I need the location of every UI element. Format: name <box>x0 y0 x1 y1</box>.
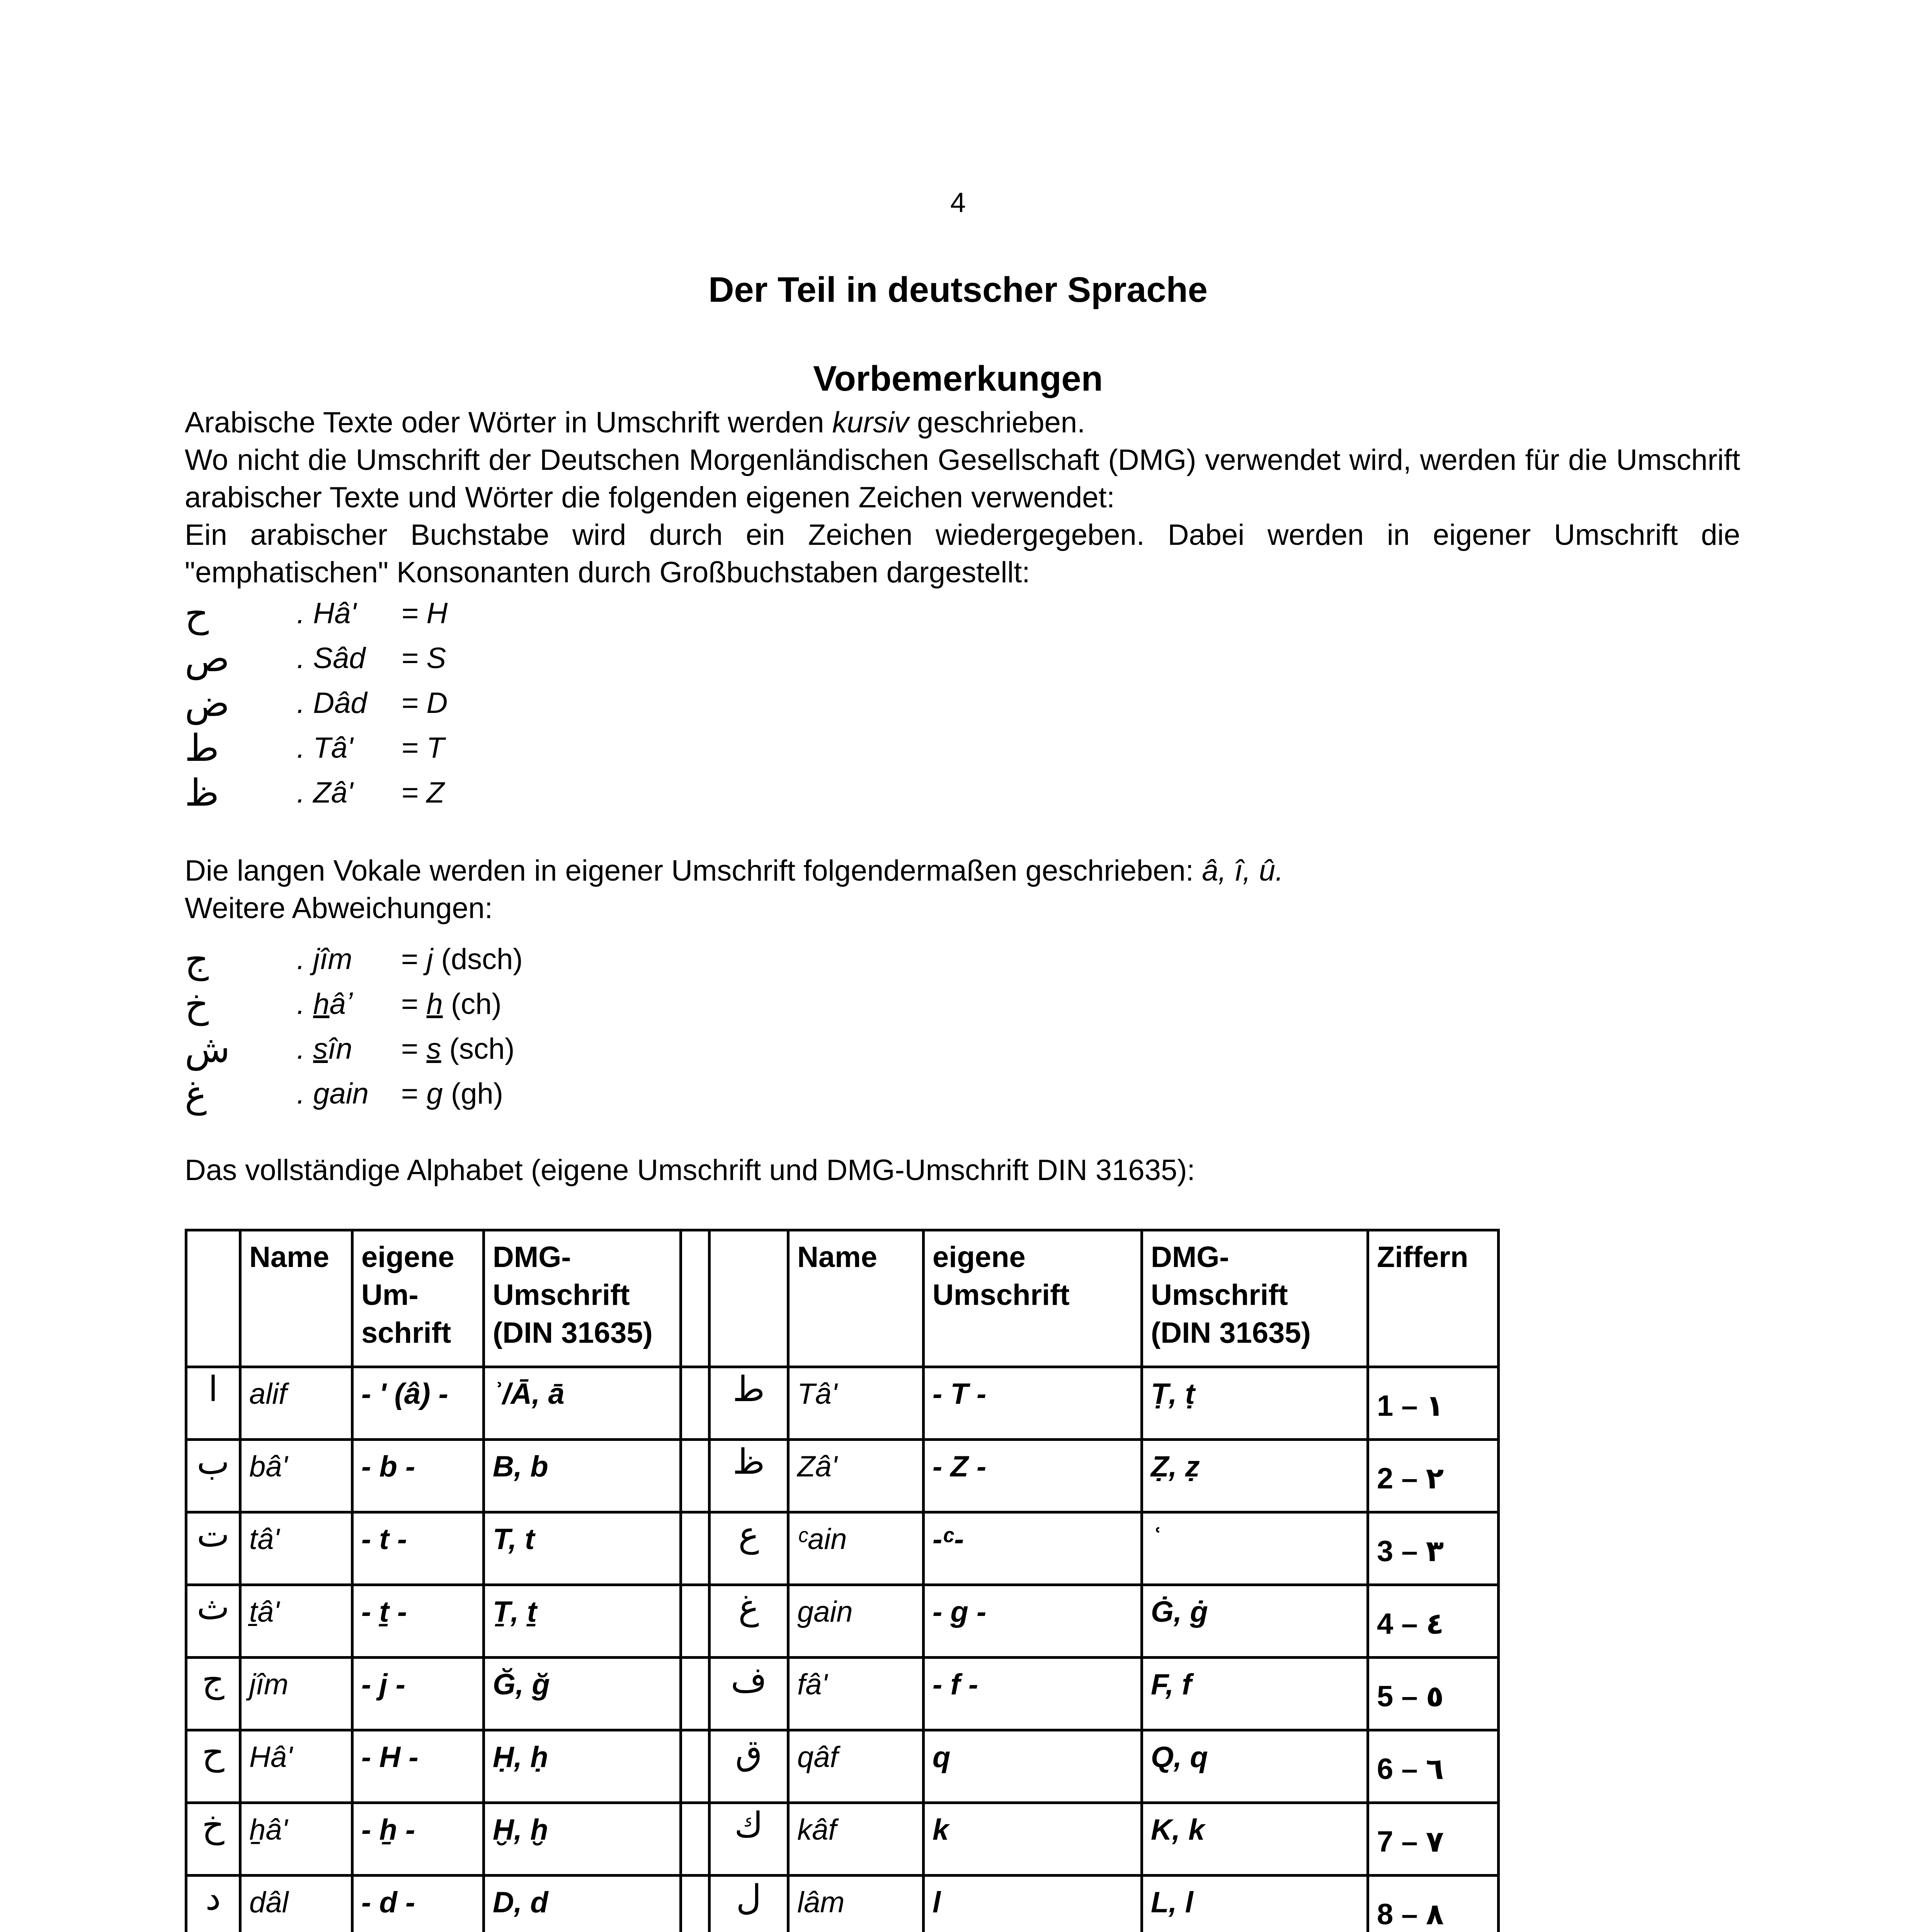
arabic-letter: ض <box>185 682 230 725</box>
digit-arabic: ٤ <box>1426 1606 1444 1641</box>
letter-name-2: Tâ' <box>788 1367 924 1440</box>
dmg-umschrift-2: Q, q <box>1142 1730 1368 1803</box>
eigene-umschrift: - ' (â) - <box>352 1367 484 1440</box>
digit-latin: 8 – <box>1377 1898 1418 1931</box>
eigene-umschrift-2: - f - <box>924 1658 1142 1730</box>
digit-latin: 4 – <box>1377 1607 1418 1640</box>
table-row <box>186 1585 1499 1658</box>
eigene-umschrift-2: - g - <box>924 1585 1142 1658</box>
page-number: 4 <box>950 187 966 218</box>
letter-equivalent: = S <box>401 642 446 675</box>
name-dot: . <box>297 1077 313 1110</box>
intro-line-3: Ein arabischer Buchstabe wird durch ein Zeichen wiedergegeben. Dabei werden in eigener Umschrift die "emphatischen" Konsonanten durch Großbuchstaben dargestellt: <box>185 519 1740 589</box>
digit-latin: 6 – <box>1377 1753 1418 1786</box>
separator-cell <box>681 1730 710 1803</box>
eq-letter: s <box>426 1032 441 1065</box>
eq-note: (ch) <box>442 988 502 1020</box>
digit-arabic: ٥ <box>1426 1679 1444 1713</box>
table-row <box>186 1803 1499 1876</box>
table-row <box>186 1730 1499 1803</box>
arabic-letter-2: غ <box>710 1585 788 1658</box>
digit-cell <box>1368 1367 1499 1440</box>
intro-line-1-b: geschrieben. <box>909 406 1086 439</box>
eigene-umschrift: - H - <box>352 1730 484 1803</box>
eq-prefix: = <box>401 1032 427 1065</box>
header-dmg: DMG- Umschrift (DIN 31635) <box>484 1230 681 1367</box>
arabic-letter: ج <box>186 1658 240 1730</box>
header-arabic-2 <box>710 1230 788 1367</box>
separator-cell <box>681 1585 710 1658</box>
letter-name: dâl <box>240 1876 352 1932</box>
letter-name: alif <box>240 1367 352 1440</box>
letter-name: ẖâ' <box>240 1803 352 1876</box>
arabic-letter-2: ط <box>710 1367 788 1440</box>
table-row <box>186 1440 1499 1512</box>
digit-arabic: ٧ <box>1426 1824 1444 1859</box>
digit-cell <box>1368 1440 1499 1512</box>
arabic-letter: ا <box>186 1367 240 1440</box>
header-digits: Ziffern <box>1368 1230 1499 1367</box>
letter-equivalent <box>401 937 523 982</box>
letter-name: ṯâ' <box>240 1585 352 1658</box>
name-rest: jîm <box>313 943 352 976</box>
letter-name-2: qâf <box>788 1730 924 1803</box>
dmg-umschrift-2: F, f <box>1142 1658 1368 1730</box>
separator-cell <box>681 1512 710 1585</box>
vowels-italic: â, î, û. <box>1201 854 1284 887</box>
separator-cell <box>681 1440 710 1512</box>
eq-note: (sch) <box>441 1032 515 1065</box>
dmg-umschrift-2: Ġ, ġ <box>1142 1585 1368 1658</box>
dmg-umschrift: Ḫ, ḫ <box>484 1803 681 1876</box>
header-name-2: Name <box>788 1230 924 1367</box>
letter-name <box>297 1071 369 1116</box>
letter-name: . Tâ' <box>297 731 353 764</box>
header-arabic-1 <box>186 1230 240 1367</box>
letter-name: . Dâd <box>297 687 367 719</box>
arabic-letter-2: ع <box>710 1512 788 1585</box>
letter-name: . Sâd <box>297 642 366 675</box>
name-dot: . <box>297 1032 313 1065</box>
arabic-letter-2: ل <box>710 1876 788 1932</box>
vowels-text-plain: Die langen Vokale werden in eigener Umschrift folgendermaßen geschrieben: <box>185 854 1202 887</box>
eigene-umschrift-2: - T - <box>924 1367 1142 1440</box>
arabic-letter: خ <box>186 1803 240 1876</box>
letter-name-2: fâ' <box>788 1658 924 1730</box>
letter-equivalent <box>401 1071 503 1116</box>
name-dot: . <box>297 943 313 976</box>
eq-prefix: = <box>401 1077 427 1110</box>
name-rest: în <box>328 1032 352 1065</box>
subtitle: Vorbemerkungen <box>813 359 1103 398</box>
header-separator <box>681 1230 710 1367</box>
header-eigene: eigene Um- schrift <box>352 1230 484 1367</box>
letter-name-2: gain <box>788 1585 924 1658</box>
table-row <box>186 1367 1499 1440</box>
table-header-row <box>186 1230 1499 1367</box>
eq-letter: h <box>426 988 443 1020</box>
letter-name-2: lâm <box>788 1876 924 1932</box>
arabic-letter: ح <box>186 1730 240 1803</box>
eigene-umschrift: - t - <box>352 1512 484 1585</box>
arabic-letter: د <box>186 1876 240 1932</box>
eq-note: (gh) <box>442 1077 504 1110</box>
arabic-letter-2: ك <box>710 1803 788 1876</box>
letter-equivalent <box>401 1027 515 1071</box>
letter-name-2: Zâ' <box>788 1440 924 1512</box>
table-row <box>186 1876 1499 1932</box>
arabic-letter-2: ظ <box>710 1440 788 1512</box>
digit-cell <box>1368 1585 1499 1658</box>
arabic-letter: ح <box>185 592 209 635</box>
arabic-letter: ث <box>186 1585 240 1658</box>
dmg-umschrift: ʾ/Ā, ā <box>484 1367 681 1440</box>
deviations-heading: Weitere Abweichungen: <box>185 892 493 925</box>
digit-arabic: ١ <box>1426 1388 1444 1423</box>
arabic-letter: غ <box>185 1072 207 1116</box>
digit-arabic: ٨ <box>1426 1897 1444 1931</box>
separator-cell <box>681 1876 710 1932</box>
digit-cell <box>1368 1876 1499 1932</box>
arabic-letter: ت <box>186 1512 240 1585</box>
dmg-umschrift-2: K, k <box>1142 1803 1368 1876</box>
letter-name: jîm <box>240 1658 352 1730</box>
eigene-umschrift: - b - <box>352 1440 484 1512</box>
digit-arabic: ٣ <box>1426 1534 1444 1568</box>
letter-name <box>297 937 352 982</box>
alphabet-caption: Das vollständige Alphabet (eigene Umschrift und DMG-Umschrift DIN 31635): <box>185 1154 1195 1187</box>
name-rest: gain <box>313 1077 369 1110</box>
letter-name-2: kâf <box>788 1803 924 1876</box>
arabic-letter-2: ف <box>710 1658 788 1730</box>
eigene-umschrift: - j - <box>352 1658 484 1730</box>
arabic-letter: ط <box>185 726 219 770</box>
vowels-line <box>185 852 1740 889</box>
header-dmg-2: DMG- Umschrift (DIN 31635) <box>1142 1230 1368 1367</box>
letter-name: tâ' <box>240 1512 352 1585</box>
intro-line-2: Wo nicht die Umschrift der Deutschen Morgenländischen Gesellschaft (DMG) verwendet wird, werden für die Umschrift arabischer Texte und Wörter die folgenden eigenen Zeichen verwendet: <box>185 444 1740 514</box>
table-row <box>186 1658 1499 1730</box>
letter-name: Hâ' <box>240 1730 352 1803</box>
arabic-letter: خ <box>185 983 209 1026</box>
eq-prefix: = <box>401 943 427 976</box>
digit-cell <box>1368 1512 1499 1585</box>
dmg-umschrift-2: ʿ <box>1142 1512 1368 1585</box>
digit-latin: 7 – <box>1377 1825 1418 1858</box>
intro-line-1-a: Arabische Texte oder Wörter in Umschrift werden <box>185 406 832 439</box>
eigene-umschrift-2: -ᶜ- <box>924 1512 1142 1585</box>
eigene-umschrift-2: l <box>924 1876 1142 1932</box>
section-title: Der Teil in deutscher Sprache <box>708 270 1208 310</box>
digit-latin: 3 – <box>1377 1535 1418 1568</box>
arabic-letter: ب <box>186 1440 240 1512</box>
name-underlined: s <box>313 1032 328 1065</box>
intro-line-1-italic: kursiv <box>832 406 909 439</box>
letter-equivalent: = Z <box>401 776 444 809</box>
dmg-umschrift: Ḥ, ḥ <box>484 1730 681 1803</box>
dmg-umschrift: B, b <box>484 1440 681 1512</box>
digit-latin: 2 – <box>1377 1462 1418 1495</box>
name-rest: âʼ <box>329 988 352 1020</box>
eigene-umschrift-2: k <box>924 1803 1142 1876</box>
name-dot: . <box>297 988 313 1020</box>
intro-text <box>185 404 1740 591</box>
letter-name: bâ' <box>240 1440 352 1512</box>
dmg-umschrift: D, d <box>484 1876 681 1932</box>
digit-latin: 5 – <box>1377 1680 1418 1713</box>
table-body <box>186 1367 1499 1932</box>
letter-equivalent: = D <box>401 687 448 719</box>
separator-cell <box>681 1367 710 1440</box>
eigene-umschrift-2: - Z - <box>924 1440 1142 1512</box>
letter-name-2: ᶜain <box>788 1512 924 1585</box>
vowels-text <box>185 852 1740 927</box>
intro-line-1 <box>185 404 1740 441</box>
eigene-umschrift: - ṯ - <box>352 1585 484 1658</box>
dmg-umschrift: Ğ, ğ <box>484 1658 681 1730</box>
arabic-letter: ج <box>185 938 209 981</box>
separator-cell <box>681 1658 710 1730</box>
dmg-umschrift: T, t <box>484 1512 681 1585</box>
letter-name <box>297 982 352 1027</box>
eigene-umschrift: - d - <box>352 1876 484 1932</box>
letter-equivalent: = T <box>401 731 444 764</box>
eq-letter: j <box>426 943 433 976</box>
digit-cell <box>1368 1803 1499 1876</box>
header-eigene-2: eigene Umschrift <box>924 1230 1142 1367</box>
eigene-umschrift: - ẖ - <box>352 1803 484 1876</box>
arabic-letter: ص <box>185 637 230 680</box>
digit-arabic: ٦ <box>1426 1752 1444 1786</box>
eq-note: (dsch) <box>433 943 523 976</box>
eq-prefix: = <box>401 988 427 1020</box>
table-row <box>186 1512 1499 1585</box>
eq-letter: g <box>426 1077 443 1110</box>
eigene-umschrift-2: q <box>924 1730 1142 1803</box>
digit-latin: 1 – <box>1377 1389 1418 1422</box>
digit-arabic: ٢ <box>1426 1461 1444 1495</box>
digit-cell <box>1368 1730 1499 1803</box>
alphabet-table <box>185 1229 1500 1932</box>
header-name: Name <box>240 1230 352 1367</box>
arabic-letter: ظ <box>185 771 219 815</box>
dmg-umschrift: Ṯ, ṯ <box>484 1585 681 1658</box>
dmg-umschrift-2: L, l <box>1142 1876 1368 1932</box>
arabic-letter: ش <box>185 1027 230 1071</box>
dmg-umschrift-2: Ẓ, ẓ <box>1142 1440 1368 1512</box>
letter-equivalent: = H <box>401 597 448 630</box>
separator-cell <box>681 1803 710 1876</box>
name-underlined: h <box>313 988 330 1020</box>
letter-name <box>297 1027 352 1071</box>
letter-name: . Hâ' <box>297 597 356 630</box>
letter-name: . Zâ' <box>297 776 353 809</box>
dmg-umschrift-2: Ṭ, ṭ <box>1142 1367 1368 1440</box>
arabic-letter-2: ق <box>710 1730 788 1803</box>
letter-equivalent <box>401 982 502 1027</box>
digit-cell <box>1368 1658 1499 1730</box>
